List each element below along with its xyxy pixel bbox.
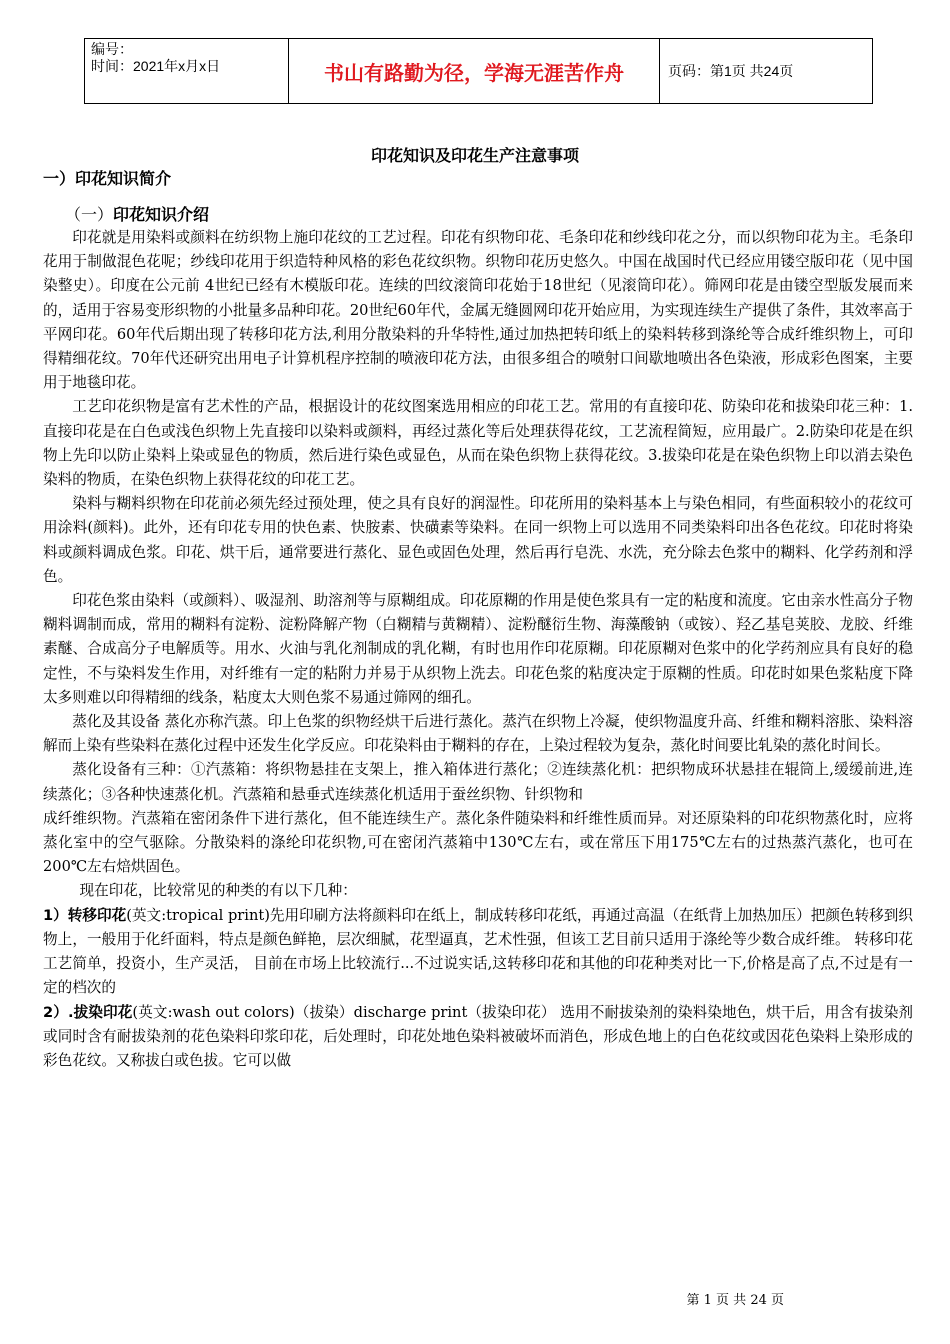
paragraph: 印花就是用染料或颜料在纺织物上施印花纹的工艺过程。印花有织物印花、毛条印花和纱线印花之分，而以织物印花为主。毛条印花用于制做混色花呢；纱线印花用于织造特种风格的彩色花纹织物。织物印花历史悠久。中国在战国时代已经应用镂空版印花（见中国染整史）。印度在公元前 4世纪已经有木模版印花。连续的凹纹滚筒印花始于18世纪（见滚筒印花）。筛网印花是由镂空型版发展而来的，适用于容易变形织物的小批量多品种印花。20世纪60年代，金属无缝圆网印花开始应用，为实现连续生产提供了条件，其效率高于平网印花。60年代后期出现了转移印花方法,利用分散染料的升华特性,通过加热把转印纸上的染料转移到涤纶等合成纤维织物上，可印得精细花纹。70年代还研究出用电子计算机程序控制的喷液印花方法，由很多组合的喷射口间歇地喷出各色染液，形成彩色图案，主要用于地毯印花。 bbox=[43, 229, 913, 392]
paragraph: 印花色浆由染料（或颜料）、吸湿剂、助溶剂等与原糊组成。印花原糊的作用是使色浆具有一定的粘度和流度。它由亲水性高分子物糊料调制而成，常用的糊料有淀粉、淀粉降解产物（白糊精与黄糊精）、淀粉醚衍生物、海藻酸钠（或铵）、羟乙基皂荚胶、龙胶、纤维素醚、合成高分子电解质等。用水、火油与乳化剂制成的乳化糊，有时也用作印花原糊。印花原糊对色浆中的化学药剂应具有良好的稳定性，不与染料发生作用，对纤维有一定的粘附力并易于从织物上洗去。印花色浆的粘度决定于原糊的性质。印花时如果色浆粘度下降太多则难以印得精细的线条，粘度太大则色浆不易通过筛网的细孔。 bbox=[43, 592, 913, 706]
body-text bbox=[43, 226, 913, 1073]
paragraph-transfer-printing bbox=[43, 904, 913, 1001]
page-footer: 第 1 页 共 24 页 bbox=[686, 1293, 784, 1308]
document-title: 印花知识及印花生产注意事项 bbox=[370, 146, 579, 165]
paragraph-discharge-printing bbox=[43, 1001, 913, 1074]
section-heading: 一）印花知识简介 bbox=[43, 169, 172, 188]
item-text: (英文:tropical print)先用印刷方法将颜料印在纸上，制成转移印花纸，再通过高温（在纸背上加热加压）把颜色转移到织物上，一般用于化纤面料，特点是颜色鲜艳，层次细腻，花型逼真，艺术性强，但该工艺目前只适用于涤纶等少数合成纤维。 转移印花工艺简单，投资小，生产灵活， 目前在市场上比较流行...不过说实话,这转移印花和其他的印花种类对比一下,价格是高了点,不过是有一定的档次的 bbox=[43, 906, 914, 997]
paragraph: 染料与糊料织物在印花前必须先经过预处理，使之具有良好的润湿性。印花所用的染料基本上与染色相同，有些面积较小的花纹可用涂料(颜料)。此外，还有印花专用的快色素、快胺素、快磺素等染料。在同一织物上可以选用不同类染料印出各色花纹。印花时将染料或颜料调成色浆。印花、烘干后，通常要进行蒸化、显色或固色处理，然后再行皂洗、水洗，充分除去色浆中的糊料、化学药剂和浮色。 bbox=[43, 495, 913, 585]
document-header-table bbox=[84, 38, 873, 104]
item-heading: 1）转移印花 bbox=[43, 906, 127, 924]
paragraph: 现在印花，比较常见的种类的有以下几种： bbox=[79, 882, 357, 900]
sub-heading-text: 印花知识介绍 bbox=[113, 205, 210, 224]
item-text: (英文:wash out colors)（拔染）discharge print（拔染印花） 选用不耐拔染剂的染料染地色，烘干后，用含有拔染剂或同时含有耐拔染剂的花色染料印浆印花，后处理时，印花处地色染料被破坏而消色，形成色地上的白色花纹或因花色染料上染形成的彩色花纹。又称拔白或色拔。它可以做 bbox=[43, 1003, 913, 1069]
header-page-label: 页码：第1页 共24页 bbox=[660, 39, 873, 104]
header-meta-cell bbox=[85, 39, 289, 104]
paragraph: 工艺印花织物是富有艺术性的产品，根据设计的花纹图案选用相应的印花工艺。常用的有直接印花、防染印花和拔染印花三种：1.直接印花是在白色或浅色织物上先直接印以染料或颜料，再经过蒸化等后处理获得花纹，工艺流程简短，应用最广。2.防染印花是在织物上先印以防止染料上染或显色的物质，然后进行染色或显色，从而在染色织物上获得花纹。3.拔染印花是在染色织物上印以消去染色染料的物质，在染色织物上获得花纹的印花工艺。 bbox=[43, 398, 913, 489]
paragraph: 蒸化设备有三种：①汽蒸箱：将织物悬挂在支架上，推入箱体进行蒸化；②连续蒸化机：把织物成环状悬挂在辊筒上,缓缓前进,连续蒸化；③各种快速蒸化机。汽蒸箱和悬垂式连续蒸化机适用于蚕丝织物、针织物和 bbox=[43, 761, 913, 803]
paragraph: 蒸化及其设备 蒸化亦称汽蒸。印上色浆的织物经烘干后进行蒸化。蒸汽在织物上冷凝，使织物温度升高、纤维和糊料溶胀、染料溶解而上染有些染料在蒸化过程中还发生化学反应。印花染料由于糊料的存在，上染过程较为复杂，蒸化时间要比轧染的蒸化时间长。 bbox=[43, 713, 913, 755]
item-heading: 2）.拔染印花 bbox=[43, 1003, 133, 1021]
sub-heading-number: （一） bbox=[65, 205, 114, 224]
document-time-label: 时间：2021年x月x日 bbox=[91, 58, 221, 74]
document-number-label: 编号： bbox=[91, 41, 133, 57]
paragraph: 成纤维织物。汽蒸箱在密闭条件下进行蒸化，但不能连续生产。蒸化条件随染料和纤维性质而异。对还原染料的印花织物蒸化时，应将蒸化室中的空气驱除。分散染料的涤纶印花织物,可在密闭汽蒸箱中130℃左右，或在常压下用175℃左右的过热蒸汽蒸化，也可在200℃左右焙烘固色。 bbox=[43, 809, 913, 876]
header-motto: 书山有路勤为径，学海无涯苦作舟 bbox=[289, 39, 660, 104]
sub-heading bbox=[65, 202, 209, 225]
